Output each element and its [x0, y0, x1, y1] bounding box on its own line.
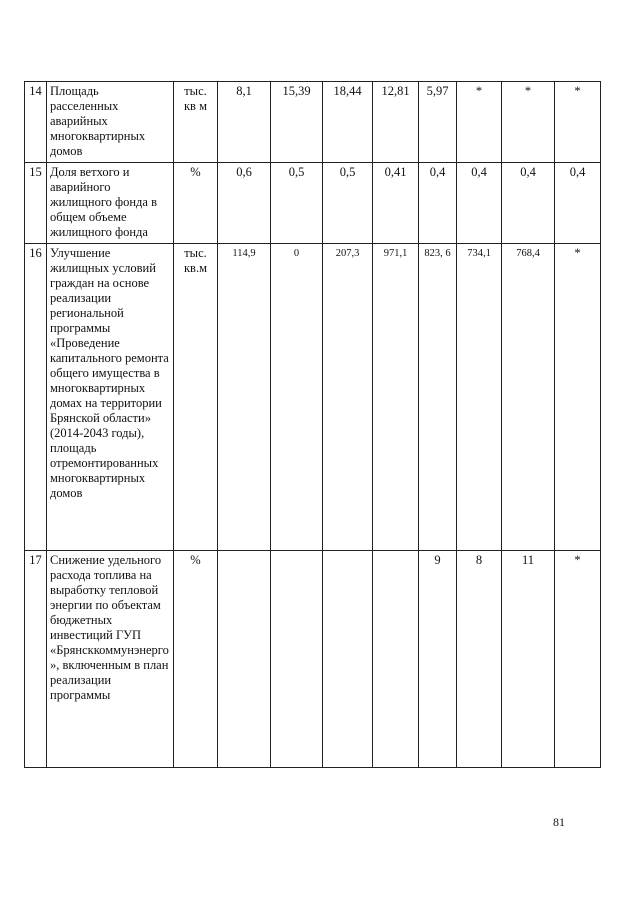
value-cell: 0	[271, 244, 323, 551]
value-cell: 18,44	[323, 82, 373, 163]
value-cell: 0,4	[419, 163, 457, 244]
value-cell: 768,4	[502, 244, 555, 551]
indicator-name: Снижение удельного расхода топлива на выработку тепловой энергии по объектам бюджетных инвестиций ГУП «Брянсккоммунэнерго», включенным в план реализации программы	[47, 551, 174, 768]
value-cell: *	[555, 244, 601, 551]
row-number: 17	[25, 551, 47, 768]
table-row	[25, 82, 601, 163]
unit-cell: %	[174, 551, 218, 768]
indicator-name: Доля ветхого и аварийного жилищного фонда в общем объеме жилищного фонда	[47, 163, 174, 244]
value-cell: *	[502, 82, 555, 163]
value-cell: 0,5	[323, 163, 373, 244]
value-cell	[373, 551, 419, 768]
row-number: 16	[25, 244, 47, 551]
value-cell: 971,1	[373, 244, 419, 551]
unit-cell: %	[174, 163, 218, 244]
value-cell: 0,6	[218, 163, 271, 244]
unit-cell: тыс. кв.м	[174, 244, 218, 551]
table-row	[25, 551, 601, 768]
value-cell: 8	[457, 551, 502, 768]
value-cell: 0,5	[271, 163, 323, 244]
value-cell: 0,4	[502, 163, 555, 244]
value-cell: 12,81	[373, 82, 419, 163]
value-cell	[218, 551, 271, 768]
value-cell: 5,97	[419, 82, 457, 163]
table-row	[25, 244, 601, 551]
value-cell: 0,4	[555, 163, 601, 244]
table-row	[25, 163, 601, 244]
value-cell: 0,41	[373, 163, 419, 244]
value-cell: 11	[502, 551, 555, 768]
value-cell: 114,9	[218, 244, 271, 551]
value-cell: 9	[419, 551, 457, 768]
value-cell: 734,1	[457, 244, 502, 551]
row-number: 15	[25, 163, 47, 244]
value-cell: *	[555, 551, 601, 768]
value-cell: 8,1	[218, 82, 271, 163]
value-cell: 0,4	[457, 163, 502, 244]
value-cell: 15,39	[271, 82, 323, 163]
unit-cell: тыс. кв м	[174, 82, 218, 163]
page-number: 81	[553, 815, 565, 829]
value-cell: 207,3	[323, 244, 373, 551]
indicators-table	[24, 81, 601, 768]
value-cell: 823, 6	[419, 244, 457, 551]
value-cell	[271, 551, 323, 768]
indicator-name: Улучшение жилищных условий граждан на основе реализации региональной программы «Проведение капитального ремонта общего имущества в многоквартирных домах на территории Брянской области» (2014-2043 годы), площадь отремонтированных многоквартирных домов	[47, 244, 174, 551]
indicator-name: Площадь расселенных аварийных многоквартирных домов	[47, 82, 174, 163]
value-cell: *	[457, 82, 502, 163]
row-number: 14	[25, 82, 47, 163]
value-cell: *	[555, 82, 601, 163]
value-cell	[323, 551, 373, 768]
